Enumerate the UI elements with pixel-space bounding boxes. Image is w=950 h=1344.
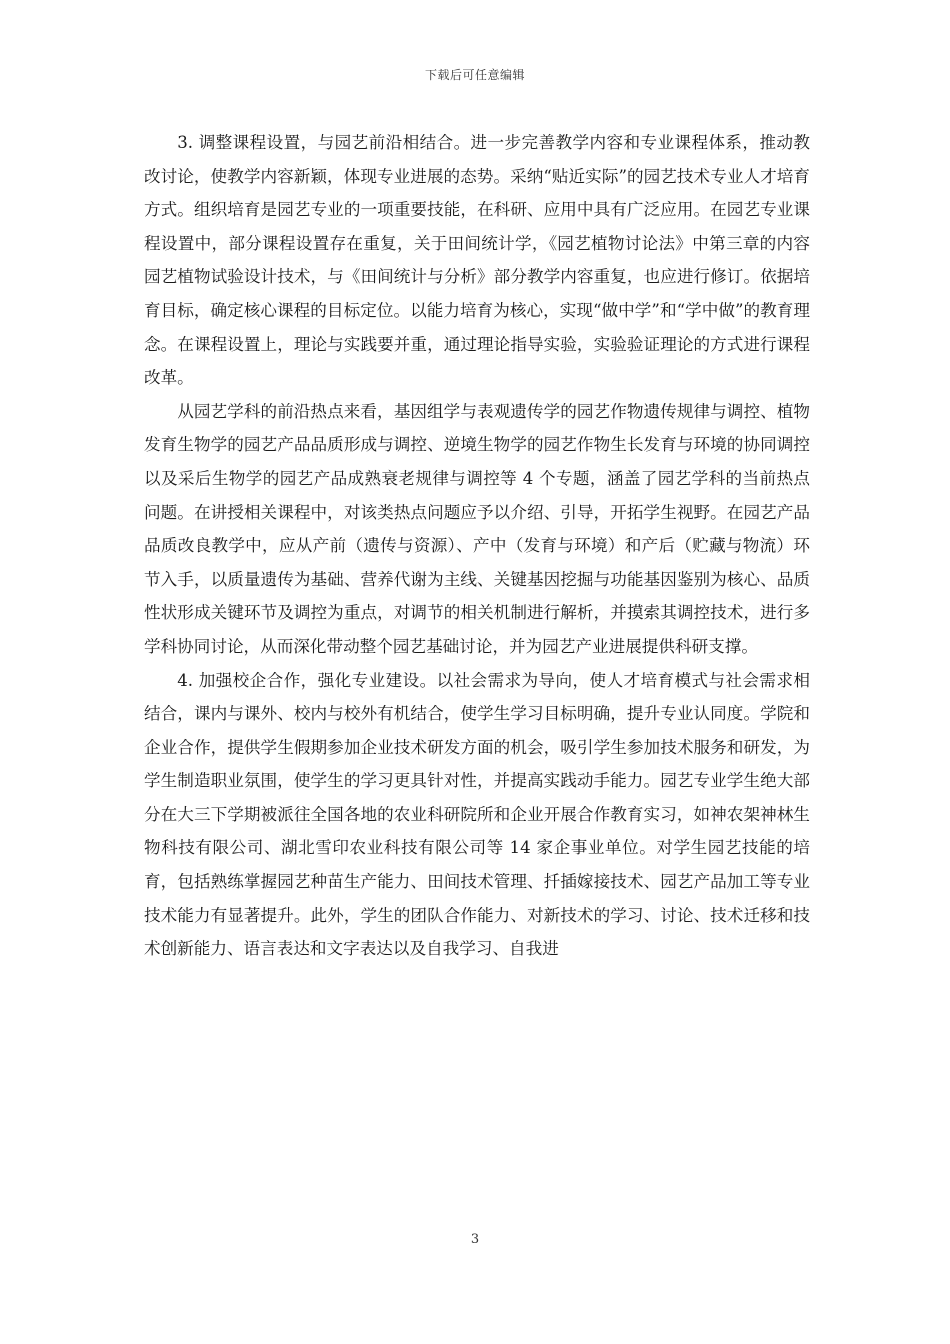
page-header: 下载后可任意编辑 bbox=[424, 68, 525, 82]
paragraph-course-setting: 3. 调整课程设置，与园艺前沿相结合。进一步完善教学内容和专业课程体系，推动教改讨论，使教学内容新颖，体现专业进展的态势。采纳“贴近实际”的园艺技术专业人才培育方式。组织培育是园艺专业的一项重要技能，在科研、应用中具有广泛应用。在园艺专业课程设置中，部分课程设置存在重复，关于田间统计学，《园艺植物讨论法》中第三章的内容园艺植物试验设计技术，与《田间统计与分析》部分教学内容重复，也应进行修订。依据培育目标，确定核心课程的目标定位。以能力培育为核心，实现“做中学”和“学中做”的教育理念。在课程设置上，理论与实践要并重，通过理论指导实验，实验验证理论的方式进行课程改革。 bbox=[144, 133, 810, 388]
page-number: 3 bbox=[470, 1232, 480, 1247]
document-body bbox=[144, 126, 810, 966]
paragraph-school-enterprise: 4. 加强校企合作，强化专业建设。以社会需求为导向，使人才培育模式与社会需求相结合，课内与课外、校内与校外有机结合，使学生学习目标明确，提升专业认同度。学院和企业合作，提供学生假期参加企业技术研发方面的机会，吸引学生参加技术服务和研发，为学生制造职业氛围，使学生的学习更具针对性，并提高实践动手能力。园艺专业学生绝大部分在大三下学期被派往全国各地的农业科研院所和企业开展合作教育实习，如神农架神林生物科技有限公司、湖北雪印农业科技有限公司等 14 家企事业单位。对学生园艺技能的培育，包括熟练掌握园艺种苗生产能力、田间技术管理、扦插嫁接技术、园艺产品加工等专业技术能力有显著提升。此外，学生的团队合作能力、对新技术的学习、讨论、技术迁移和技术创新能力、语言表达和文字表达以及自我学习、自我进 bbox=[144, 670, 810, 959]
paragraph-frontier-topics: 从园艺学科的前沿热点来看，基因组学与表观遗传学的园艺作物遗传规律与调控、植物发育生物学的园艺产品品质形成与调控、逆境生物学的园艺作物生长发育与环境的协同调控以及采后生物学的园艺产品成熟衰老规律与调控等 4 个专题，涵盖了园艺学科的当前热点问题。在讲授相关课程中，对该类热点问题应予以介绍、引导，开拓学生视野。在园艺产品品质改良教学中，应从产前（遗传与资源）、产中（发育与环境）和产后（贮藏与物流）环节入手，以质量遗传为基础、营养代谢为主线、关键基因挖掘与功能基因鉴别为核心、品质性状形成关键环节及调控为重点，对调节的相关机制进行解析，并摸索其调控技术，进行多学科协同讨论，从而深化带动整个园艺基础讨论，并为园艺产业进展提供科研支撑。 bbox=[144, 401, 810, 656]
